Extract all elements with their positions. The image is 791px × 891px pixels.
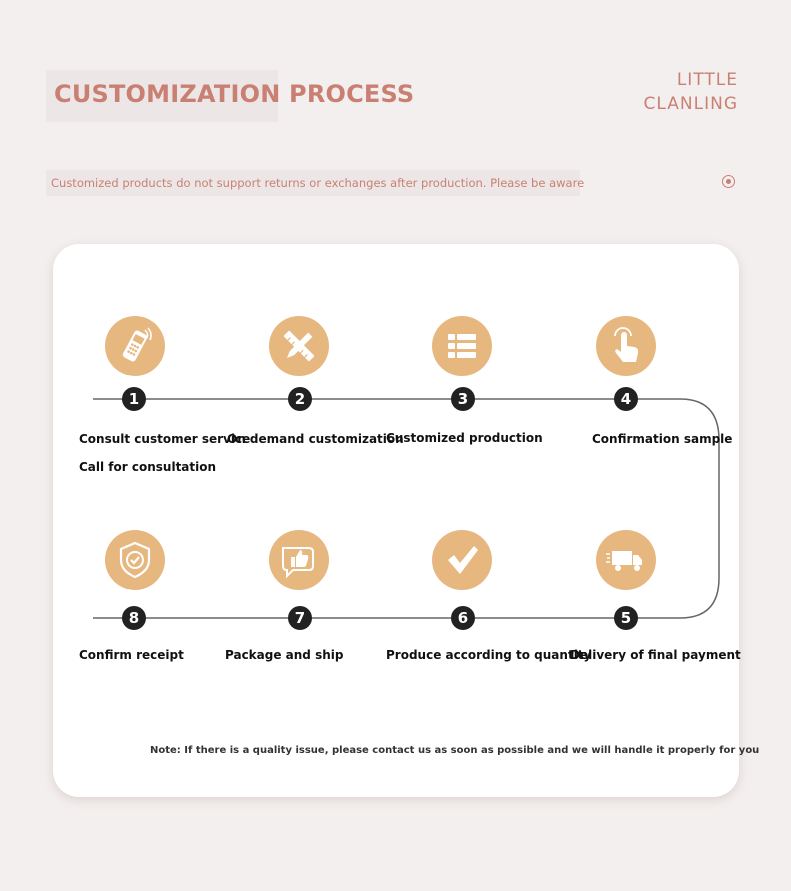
list-icon — [442, 326, 482, 366]
step-8-icon-circle — [105, 530, 165, 590]
thumbs-up-icon — [279, 540, 319, 580]
brand-line-1: LITTLE — [676, 70, 738, 90]
step-4-icon-circle — [596, 316, 656, 376]
step-6-label: Produce according to quantity — [386, 648, 592, 662]
step-4-number: 4 — [614, 387, 638, 411]
step-6-icon-circle — [432, 530, 492, 590]
step-5-number: 5 — [614, 606, 638, 630]
step-7-number: 7 — [288, 606, 312, 630]
step-1-sublabel: Call for consultation — [79, 460, 217, 474]
step-2-icon-circle — [269, 316, 329, 376]
step-3-icon-circle — [432, 316, 492, 376]
step-1-label: Consult customer service — [79, 432, 251, 446]
step-3-number: 3 — [451, 387, 475, 411]
step-7-label: Package and ship — [225, 648, 344, 662]
step-7-icon-circle — [269, 530, 329, 590]
step-1-icon-circle — [105, 316, 165, 376]
page-title: CUSTOMIZATION PROCESS — [54, 80, 415, 108]
step-2-label: On demand customization — [227, 432, 404, 446]
delivery-truck-icon — [606, 540, 646, 580]
step-1-number: 1 — [122, 387, 146, 411]
step-5-icon-circle — [596, 530, 656, 590]
returns-notice: Customized products do not support returns or exchanges after production. Please be aware — [51, 176, 585, 190]
step-6-number: 6 — [451, 606, 475, 630]
step-2-number: 2 — [288, 387, 312, 411]
shield-check-icon — [115, 540, 155, 580]
step-8-label: Confirm receipt — [79, 648, 184, 662]
phone-icon — [115, 326, 155, 366]
step-8-number: 8 — [122, 606, 146, 630]
quality-note: Note: If there is a quality issue, please contact us as soon as possible and we will handle it properly for you — [150, 745, 760, 756]
step-3-label: Customized production — [386, 431, 543, 445]
checkmark-icon — [442, 540, 482, 580]
step-4-label: Confirmation sample — [592, 432, 733, 446]
pencil-ruler-icon — [279, 326, 319, 366]
step-5-label: Delivery of final payment — [570, 648, 741, 662]
brand-line-2: CLANLING — [643, 94, 738, 114]
touch-hand-icon — [606, 326, 646, 366]
